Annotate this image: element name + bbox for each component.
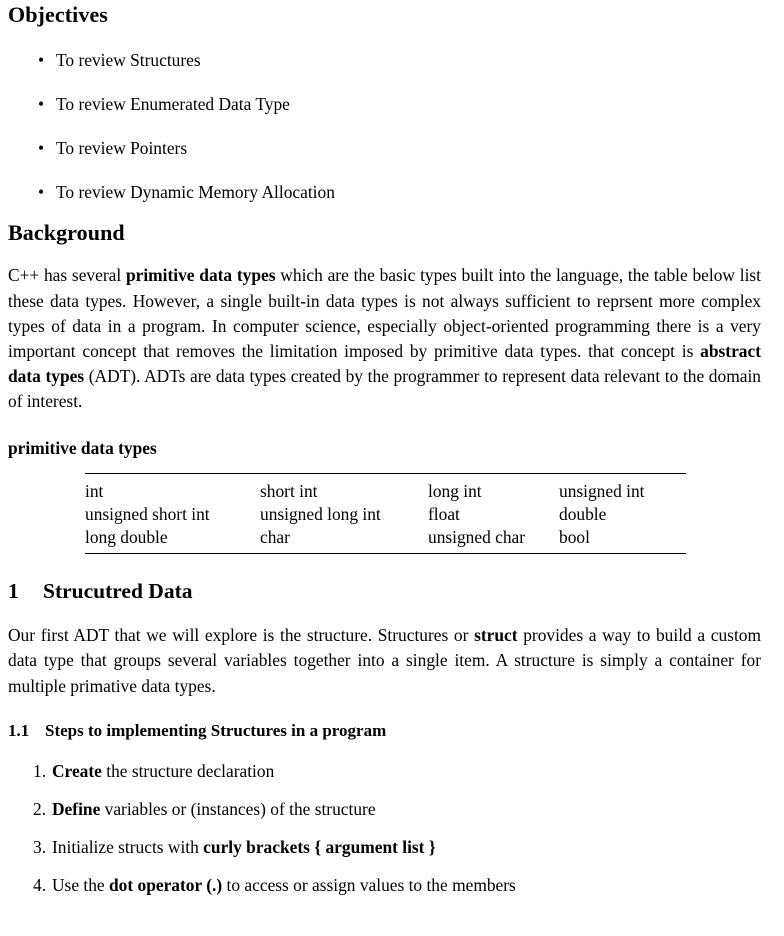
table-cell: unsigned long int xyxy=(260,503,381,524)
table-row xyxy=(85,526,686,549)
bullet-icon: • xyxy=(38,138,45,159)
list-item-label: variables or (instances) of the structure xyxy=(100,799,376,820)
table-row xyxy=(85,478,686,503)
primitive-data-types-table xyxy=(85,473,686,554)
list-item xyxy=(8,49,761,71)
spacer xyxy=(8,245,761,263)
paragraph-text: (ADT). ADTs are data types created by the programmer to represent data relevant to the domain of interest. xyxy=(8,366,761,412)
list-item-label: To review Structures xyxy=(56,50,201,71)
list-item xyxy=(8,874,761,896)
spacer xyxy=(8,459,761,473)
paragraph-text: which are the basic types built into the language, the table below list these data types. However, a single built-in data types is not always sufficient to reprsent more complex types of data in a program. In computer science, especially object-oriented programming there is a very important concept that removes the limitation imposed by primitive data types. that concept is xyxy=(8,265,761,361)
objectives-heading: Objectives xyxy=(8,2,108,27)
subsection-1-1-heading xyxy=(8,721,761,741)
list-item-label: To review Pointers xyxy=(56,138,188,159)
list-item-label: Use the xyxy=(52,875,109,896)
table-cell: float xyxy=(428,503,460,524)
paragraph-text: Our first ADT that we will explore is the structure. Structures or xyxy=(8,625,475,646)
table-cell: double xyxy=(559,503,607,524)
spacer xyxy=(8,740,761,760)
steps-list xyxy=(8,760,761,896)
list-item xyxy=(8,137,761,159)
list-item-number: 1. xyxy=(33,761,47,782)
list-item-label: To review Enumerated Data Type xyxy=(56,94,290,115)
list-item xyxy=(8,93,761,115)
bullet-icon: • xyxy=(38,182,45,203)
list-item-number: 4. xyxy=(33,875,47,896)
list-item xyxy=(8,181,761,203)
list-item xyxy=(8,836,761,858)
table-cell: unsigned int xyxy=(559,480,645,501)
section-1-heading xyxy=(8,580,761,604)
list-item-label-tail: to access or assign values to the members xyxy=(222,875,516,896)
table-row xyxy=(85,503,686,526)
paragraph-text: C++ has several xyxy=(8,265,126,286)
table xyxy=(85,478,686,549)
objectives-list xyxy=(8,49,761,203)
list-item-emphasis: dot operator (.) xyxy=(109,875,223,896)
list-item xyxy=(8,798,761,820)
list-item-emphasis: curly brackets { argument list } xyxy=(203,837,436,858)
list-item-label: the structure declaration xyxy=(101,761,275,782)
list-item-emphasis: Create xyxy=(52,761,102,782)
bullet-icon: • xyxy=(38,94,45,115)
section-number: 1 xyxy=(8,578,19,603)
table-cell: long int xyxy=(428,480,482,501)
subsection-number: 1.1 xyxy=(8,720,30,740)
spacer xyxy=(8,415,761,437)
spacer xyxy=(8,603,761,623)
emphasis-abstract-data-types: abstract data types xyxy=(8,340,761,387)
background-heading: Background xyxy=(8,220,125,246)
paragraph-text: provides a way to build a custom data type that groups several variables together into a single item. A structure is simply a container for multiple primative data types. xyxy=(8,625,761,696)
table-cell: short int xyxy=(260,480,318,501)
spacer xyxy=(8,27,761,49)
list-item-number: 2. xyxy=(33,799,47,820)
emphasis-primitive-data-types: primitive data types xyxy=(125,265,276,286)
table-caption: primitive data types xyxy=(8,437,157,458)
list-item xyxy=(8,760,761,782)
list-item-emphasis: Define xyxy=(52,799,101,820)
list-item-label: To review Dynamic Memory Allocation xyxy=(56,182,335,203)
table-cell: int xyxy=(85,480,104,501)
table-cell: bool xyxy=(559,526,590,547)
spacer xyxy=(8,554,761,580)
table-cell: unsigned char xyxy=(428,526,526,547)
table-cell: unsigned short int xyxy=(85,503,210,524)
table-cell: char xyxy=(260,526,290,547)
background-paragraph xyxy=(8,263,761,414)
bullet-icon: • xyxy=(38,50,45,71)
section-title: Strucutred Data xyxy=(43,578,193,603)
spacer xyxy=(8,699,761,721)
list-item-number: 3. xyxy=(33,837,47,858)
emphasis-struct: struct xyxy=(474,625,518,646)
list-item-label: Initialize structs with xyxy=(52,837,204,858)
table-cell: long double xyxy=(85,526,168,547)
structured-data-paragraph xyxy=(8,623,761,699)
subsection-title: Steps to implementing Structures in a program xyxy=(45,720,387,740)
